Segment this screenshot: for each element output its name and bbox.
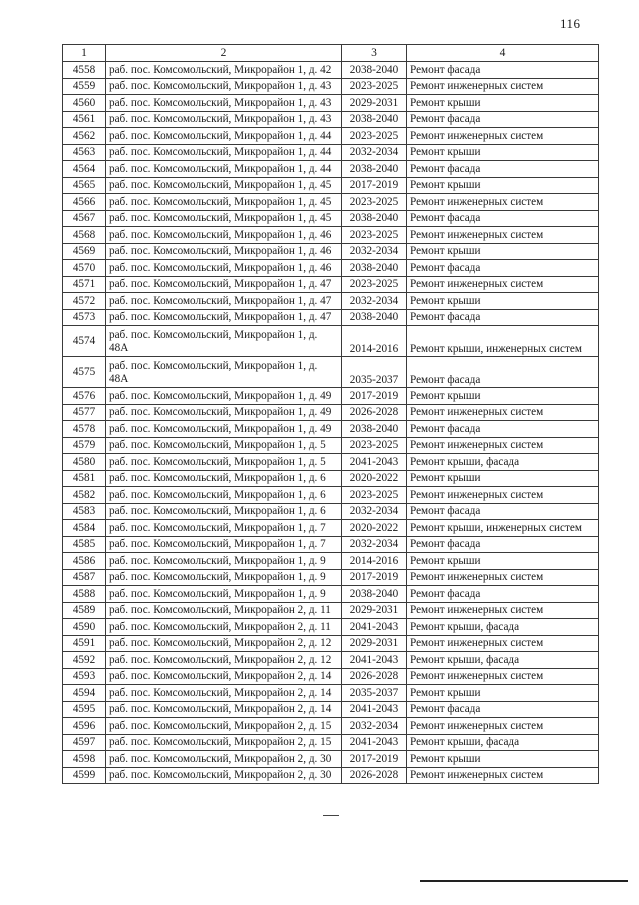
period-cell: 2023-2025 [342,78,407,95]
table-row [63,503,599,520]
period-cell: 2038-2040 [342,161,407,178]
period-cell: 2032-2034 [342,503,407,520]
address-cell: раб. пос. Комсомольский, Микрорайон 1, д. 47 [106,293,342,310]
period-cell: 2017-2019 [342,751,407,768]
row-number-cell: 4558 [63,62,106,79]
work-type-cell: Ремонт инженерных систем [407,78,599,95]
address-cell: раб. пос. Комсомольский, Микрорайон 1, д. 49 [106,404,342,421]
work-type-cell: Ремонт фасада [407,260,599,277]
address-cell: раб. пос. Комсомольский, Микрорайон 1, д. 46 [106,260,342,277]
address-cell: раб. пос. Комсомольский, Микрорайон 1, д. 9 [106,569,342,586]
period-cell: 2029-2031 [342,602,407,619]
work-type-cell: Ремонт фасада [407,111,599,128]
header-col-1: 1 [63,45,106,62]
period-cell: 2026-2028 [342,404,407,421]
row-number-cell: 4594 [63,685,106,702]
period-cell: 2038-2040 [342,111,407,128]
row-number-cell: 4571 [63,276,106,293]
table-row [63,227,599,244]
table-row [63,243,599,260]
work-type-cell: Ремонт фасада [407,309,599,326]
work-type-cell: Ремонт фасада [407,62,599,79]
table-row [63,276,599,293]
work-type-cell: Ремонт крыши, фасада [407,619,599,636]
work-type-cell: Ремонт инженерных систем [407,194,599,211]
row-number-cell: 4574 [63,326,106,357]
work-type-cell: Ремонт крыши, фасада [407,652,599,669]
work-type-cell: Ремонт крыши [407,293,599,310]
period-cell: 2014-2016 [342,326,407,357]
address-cell: раб. пос. Комсомольский, Микрорайон 2, д. 11 [106,602,342,619]
work-type-cell: Ремонт крыши [407,95,599,112]
address-cell: раб. пос. Комсомольский, Микрорайон 1, д. 44 [106,144,342,161]
table-row [63,520,599,537]
table-row [63,652,599,669]
period-cell: 2023-2025 [342,487,407,504]
period-cell: 2038-2040 [342,421,407,438]
header-col-4: 4 [407,45,599,62]
table-row [63,602,599,619]
work-type-cell: Ремонт крыши, инженерных систем [407,520,599,537]
table-row [63,78,599,95]
period-cell: 2032-2034 [342,243,407,260]
work-type-cell: Ремонт фасада [407,586,599,603]
address-cell: раб. пос. Комсомольский, Микрорайон 1, д. 7 [106,520,342,537]
work-type-cell: Ремонт инженерных систем [407,227,599,244]
address-cell: раб. пос. Комсомольский, Микрорайон 1, д. 6 [106,503,342,520]
work-type-cell: Ремонт крыши [407,685,599,702]
work-type-cell: Ремонт крыши [407,388,599,405]
table-row [63,309,599,326]
row-number-cell: 4562 [63,128,106,145]
row-number-cell: 4578 [63,421,106,438]
table-row [63,536,599,553]
row-number-cell: 4585 [63,536,106,553]
address-cell: раб. пос. Комсомольский, Микрорайон 1, д. 46 [106,227,342,244]
work-type-cell: Ремонт крыши, фасада [407,734,599,751]
work-type-cell: Ремонт инженерных систем [407,128,599,145]
work-type-cell: Ремонт фасада [407,210,599,227]
table-body [63,62,599,784]
table-row [63,487,599,504]
address-cell: раб. пос. Комсомольский, Микрорайон 1, д. 9 [106,553,342,570]
row-number-cell: 4590 [63,619,106,636]
address-cell: раб. пос. Комсомольский, Микрорайон 1, д. 49 [106,421,342,438]
row-number-cell: 4579 [63,437,106,454]
header-row [63,45,599,62]
row-number-cell: 4581 [63,470,106,487]
table-row [63,437,599,454]
row-number-cell: 4573 [63,309,106,326]
row-number-cell: 4560 [63,95,106,112]
table-row [63,454,599,471]
period-cell: 2017-2019 [342,569,407,586]
work-type-cell: Ремонт инженерных систем [407,487,599,504]
address-cell: раб. пос. Комсомольский, Микрорайон 1, д. 43 [106,95,342,112]
row-number-cell: 4568 [63,227,106,244]
address-cell: раб. пос. Комсомольский, Микрорайон 1, д. 44 [106,128,342,145]
address-cell: раб. пос. Комсомольский, Микрорайон 1, д. 45 [106,210,342,227]
period-cell: 2041-2043 [342,701,407,718]
period-cell: 2020-2022 [342,470,407,487]
table-row [63,734,599,751]
row-number-cell: 4591 [63,635,106,652]
period-cell: 2017-2019 [342,177,407,194]
table-row [63,553,599,570]
work-type-cell: Ремонт крыши [407,177,599,194]
table-row [63,569,599,586]
table-row [63,128,599,145]
row-number-cell: 4561 [63,111,106,128]
address-cell: раб. пос. Комсомольский, Микрорайон 1, д. 45 [106,177,342,194]
table-row [63,470,599,487]
period-cell: 2032-2034 [342,536,407,553]
period-cell: 2038-2040 [342,309,407,326]
address-cell: раб. пос. Комсомольский, Микрорайон 1, д. 46 [106,243,342,260]
work-type-cell: Ремонт инженерных систем [407,276,599,293]
header-col-2: 2 [106,45,342,62]
row-number-cell: 4588 [63,586,106,603]
row-number-cell: 4564 [63,161,106,178]
period-cell: 2038-2040 [342,586,407,603]
address-cell: раб. пос. Комсомольский, Микрорайон 2, д. 15 [106,734,342,751]
row-number-cell: 4577 [63,404,106,421]
table-row [63,210,599,227]
row-number-cell: 4597 [63,734,106,751]
work-type-cell: Ремонт инженерных систем [407,635,599,652]
address-cell: раб. пос. Комсомольский, Микрорайон 2, д. 12 [106,635,342,652]
row-number-cell: 4593 [63,668,106,685]
work-type-cell: Ремонт крыши [407,144,599,161]
work-type-cell: Ремонт инженерных систем [407,668,599,685]
work-type-cell: Ремонт крыши [407,751,599,768]
period-cell: 2023-2025 [342,276,407,293]
row-number-cell: 4592 [63,652,106,669]
address-cell: раб. пос. Комсомольский, Микрорайон 1, д. 43 [106,111,342,128]
table-row [63,668,599,685]
period-cell: 2038-2040 [342,260,407,277]
table-row [63,161,599,178]
page-number: 116 [560,16,581,31]
address-cell: раб. пос. Комсомольский, Микрорайон 1, д. 47 [106,309,342,326]
table-row [63,293,599,310]
address-cell: раб. пос. Комсомольский, Микрорайон 2, д. 14 [106,685,342,702]
period-cell: 2041-2043 [342,454,407,471]
row-number-cell: 4567 [63,210,106,227]
table-row [63,619,599,636]
address-cell: раб. пос. Комсомольский, Микрорайон 1, д. 9 [106,586,342,603]
table-row [63,404,599,421]
address-cell: раб. пос. Комсомольский, Микрорайон 1, д. 48А [106,326,342,357]
address-cell: раб. пос. Комсомольский, Микрорайон 1, д. 5 [106,454,342,471]
period-cell: 2035-2037 [342,357,407,388]
row-number-cell: 4596 [63,718,106,735]
table-row [63,95,599,112]
table-header [63,45,599,62]
table-row [63,260,599,277]
period-cell: 2032-2034 [342,293,407,310]
address-cell: раб. пос. Комсомольский, Микрорайон 2, д. 15 [106,718,342,735]
row-number-cell: 4586 [63,553,106,570]
period-cell: 2041-2043 [342,734,407,751]
work-type-cell: Ремонт фасада [407,503,599,520]
table-row [63,767,599,784]
row-number-cell: 4565 [63,177,106,194]
period-cell: 2014-2016 [342,553,407,570]
header-col-3: 3 [342,45,407,62]
table-row [63,357,599,388]
work-type-cell: Ремонт фасада [407,701,599,718]
work-type-cell: Ремонт крыши [407,243,599,260]
row-number-cell: 4569 [63,243,106,260]
period-cell: 2029-2031 [342,635,407,652]
address-cell: раб. пос. Комсомольский, Микрорайон 1, д. 48А [106,357,342,388]
period-cell: 2026-2028 [342,668,407,685]
table-row [63,62,599,79]
period-cell: 2041-2043 [342,652,407,669]
stray-mark [323,815,339,816]
address-cell: раб. пос. Комсомольский, Микрорайон 1, д. 5 [106,437,342,454]
period-cell: 2017-2019 [342,388,407,405]
work-type-cell: Ремонт инженерных систем [407,437,599,454]
table-row [63,635,599,652]
address-cell: раб. пос. Комсомольский, Микрорайон 1, д. 44 [106,161,342,178]
work-type-cell: Ремонт фасада [407,536,599,553]
period-cell: 2023-2025 [342,128,407,145]
address-cell: раб. пос. Комсомольский, Микрорайон 1, д. 7 [106,536,342,553]
address-cell: раб. пос. Комсомольский, Микрорайон 2, д. 12 [106,652,342,669]
period-cell: 2023-2025 [342,194,407,211]
work-type-cell: Ремонт крыши [407,553,599,570]
address-cell: раб. пос. Комсомольский, Микрорайон 1, д. 6 [106,470,342,487]
table-row [63,177,599,194]
row-number-cell: 4582 [63,487,106,504]
address-cell: раб. пос. Комсомольский, Микрорайон 2, д. 30 [106,751,342,768]
period-cell: 2032-2034 [342,144,407,161]
address-cell: раб. пос. Комсомольский, Микрорайон 1, д. 42 [106,62,342,79]
address-cell: раб. пос. Комсомольский, Микрорайон 2, д. 14 [106,701,342,718]
row-number-cell: 4598 [63,751,106,768]
period-cell: 2035-2037 [342,685,407,702]
period-cell: 2026-2028 [342,767,407,784]
work-type-cell: Ремонт инженерных систем [407,718,599,735]
address-cell: раб. пос. Комсомольский, Микрорайон 1, д. 45 [106,194,342,211]
row-number-cell: 4599 [63,767,106,784]
address-cell: раб. пос. Комсомольский, Микрорайон 1, д. 47 [106,276,342,293]
address-cell: раб. пос. Комсомольский, Микрорайон 1, д. 6 [106,487,342,504]
period-cell: 2038-2040 [342,62,407,79]
work-type-cell: Ремонт крыши, инженерных систем [407,326,599,357]
work-type-cell: Ремонт инженерных систем [407,404,599,421]
row-number-cell: 4570 [63,260,106,277]
period-cell: 2038-2040 [342,210,407,227]
work-type-cell: Ремонт фасада [407,161,599,178]
work-type-cell: Ремонт фасада [407,421,599,438]
table-row [63,111,599,128]
work-type-cell: Ремонт инженерных систем [407,767,599,784]
period-cell: 2041-2043 [342,619,407,636]
row-number-cell: 4575 [63,357,106,388]
repair-schedule-table [62,44,599,784]
period-cell: 2032-2034 [342,718,407,735]
period-cell: 2023-2025 [342,227,407,244]
row-number-cell: 4559 [63,78,106,95]
work-type-cell: Ремонт инженерных систем [407,569,599,586]
table-row [63,701,599,718]
address-cell: раб. пос. Комсомольский, Микрорайон 2, д. 14 [106,668,342,685]
work-type-cell: Ремонт инженерных систем [407,602,599,619]
work-type-cell: Ремонт фасада [407,357,599,388]
period-cell: 2029-2031 [342,95,407,112]
row-number-cell: 4580 [63,454,106,471]
row-number-cell: 4589 [63,602,106,619]
table-row [63,144,599,161]
row-number-cell: 4595 [63,701,106,718]
table-row [63,388,599,405]
row-number-cell: 4563 [63,144,106,161]
table-row [63,194,599,211]
table-row [63,718,599,735]
row-number-cell: 4587 [63,569,106,586]
address-cell: раб. пос. Комсомольский, Микрорайон 2, д. 11 [106,619,342,636]
row-number-cell: 4576 [63,388,106,405]
row-number-cell: 4566 [63,194,106,211]
row-number-cell: 4583 [63,503,106,520]
table-row [63,421,599,438]
table-row [63,685,599,702]
table-row [63,751,599,768]
bottom-rule [420,880,628,882]
period-cell: 2023-2025 [342,437,407,454]
table-row [63,586,599,603]
address-cell: раб. пос. Комсомольский, Микрорайон 1, д. 43 [106,78,342,95]
work-type-cell: Ремонт крыши, фасада [407,454,599,471]
row-number-cell: 4584 [63,520,106,537]
address-cell: раб. пос. Комсомольский, Микрорайон 1, д. 49 [106,388,342,405]
row-number-cell: 4572 [63,293,106,310]
table-row [63,326,599,357]
work-type-cell: Ремонт крыши [407,470,599,487]
address-cell: раб. пос. Комсомольский, Микрорайон 2, д. 30 [106,767,342,784]
period-cell: 2020-2022 [342,520,407,537]
